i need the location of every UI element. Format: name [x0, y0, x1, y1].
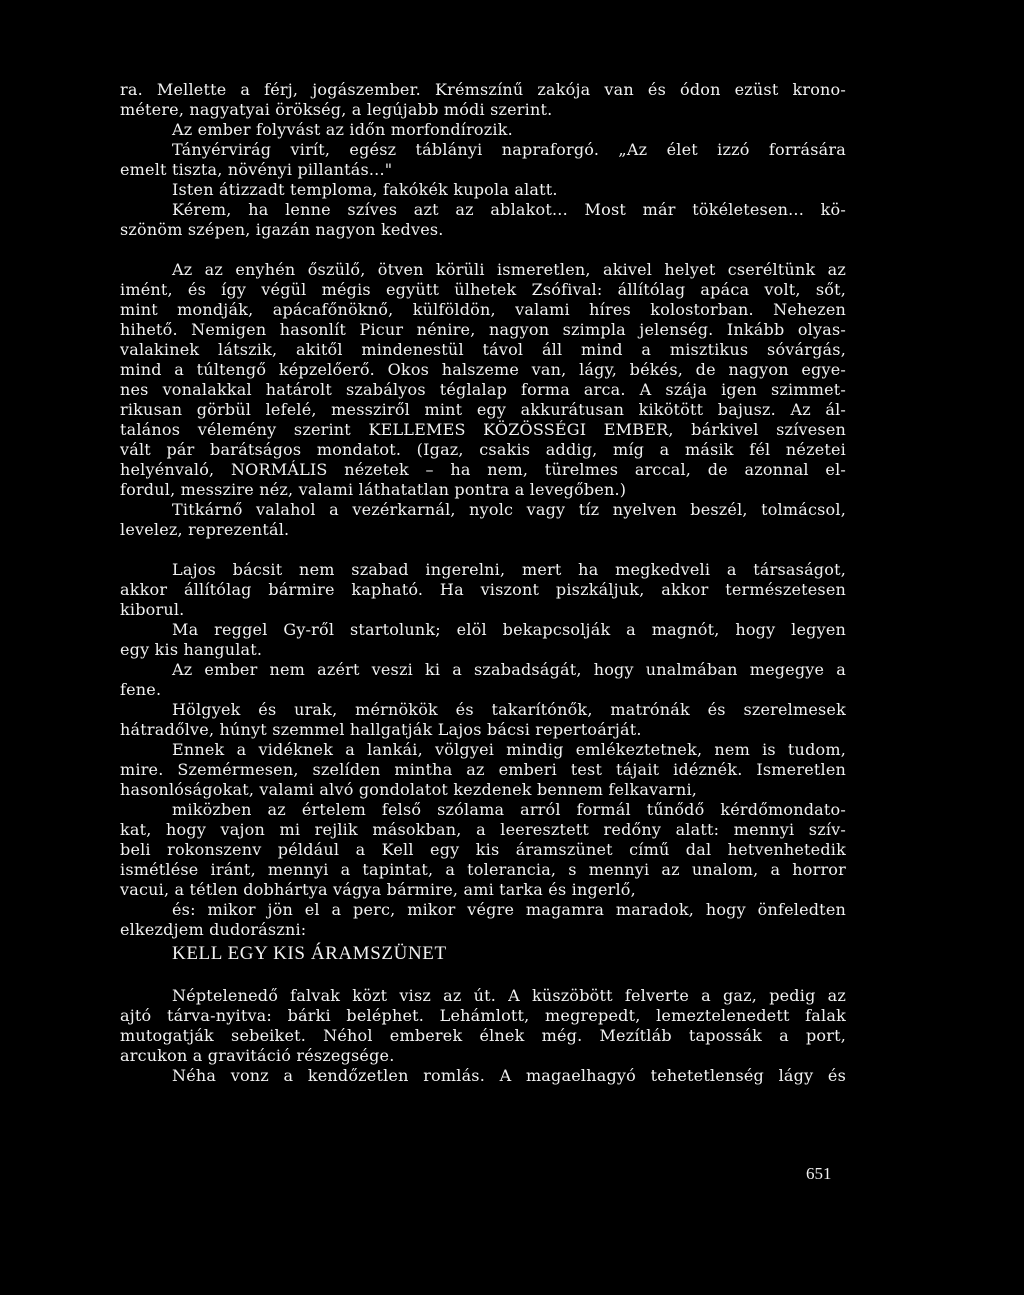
text-line: valakinek látszik, akitől mindenestül távol áll mind a misztikus sóvárgás, [120, 340, 846, 359]
text-line: szönöm szépen, igazán nagyon kedves. [120, 220, 444, 239]
song-title-heading: KELL EGY KIS ÁRAMSZÜNET [172, 943, 447, 964]
text-line: kat, hogy vajon mi rejlik másokban, a leeresztett redőny alatt: mennyi szív- [120, 820, 846, 839]
page-number: 651 [806, 1164, 832, 1183]
text-line: mint mondják, apácafőnöknő, külföldön, valami híres kolostorban. Nehezen [120, 300, 846, 319]
text-line: helyénvaló, NORMÁLIS nézetek – ha nem, türelmes arccal, de azonnal el- [120, 460, 846, 479]
text-line: elkezdjem dudorászni: [120, 920, 307, 939]
text-line: talános vélemény szerint KELLEMES KÖZÖSSÉGI EMBER, bárkivel szívesen [120, 420, 846, 439]
text-line: egy kis hangulat. [120, 640, 263, 659]
text-line: Az ember folyvást az időn morfondírozik. [172, 120, 513, 139]
text-line: Tányérvirág virít, egész táblányi napraforgó. „Az élet izzó forrására [172, 140, 846, 159]
text-line: vált pár barátságos mondatot. (Igaz, csakis addig, míg a másik fél nézetei [120, 440, 846, 459]
text-line: imént, és így végül mégis együtt ülhetek Zsófival: állítólag apáca volt, sőt, [120, 280, 846, 299]
text-line: hátradőlve, húnyt szemmel hallgatják Lajos bácsi repertoárját. [120, 720, 642, 739]
text-line: Az ember nem azért veszi ki a szabadságát, hogy unalmában megegye a [172, 660, 846, 679]
text-line: hihető. Nemigen hasonlít Picur nénire, nagyon szimpla jelenség. Inkább olyas- [120, 320, 846, 339]
text-line: miközben az értelem felső szólama arról formál tűnődő kérdőmondato- [172, 800, 846, 819]
text-line: nes vonalakkal határolt szabályos téglalap forma arca. A szája igen szimmet- [120, 380, 846, 399]
text-line: ra. Mellette a férj, jogászember. Krémszínű zakója van és ódon ezüst krono- [120, 80, 846, 99]
text-line: mire. Szemérmesen, szelíden mintha az emberi test tájait idéznék. Ismeretlen [120, 760, 846, 779]
text-line: mind a túltengő képzelőerő. Okos halszeme van, lágy, békés, de nagyon egye- [120, 360, 846, 379]
text-line: kiborul. [120, 600, 185, 619]
page-text [120, 80, 846, 1086]
text-line: Kérem, ha lenne szíves azt az ablakot... Most már tökéletesen... kö- [172, 200, 846, 219]
text-line: rikusan görbül lefelé, messziről mint egy akkurátusan kikötött bajusz. Az ál- [120, 400, 846, 419]
text-line: arcukon a gravitáció részegsége. [120, 1046, 395, 1065]
text-line: levelez, reprezentál. [120, 520, 290, 539]
text-line: Ma reggel Gy-ről startolunk; elöl bekapcsolják a magnót, hogy legyen [172, 620, 846, 639]
text-line: emelt tiszta, növényi pillantás..." [120, 160, 393, 179]
text-line: Hölgyek és urak, mérnökök és takarítónők, matrónák és szerelmesek [172, 700, 846, 719]
text-line: Titkárnő valahol a vezérkarnál, nyolc vagy tíz nyelven beszél, tolmácsol, [172, 500, 846, 519]
text-line: hasonlóságokat, valami alvó gondolatot kezdenek bennem felkavarni, [120, 780, 698, 799]
paragraph-gap [120, 240, 846, 260]
text-line: Néha vonz a kendőzetlen romlás. A magaelhagyó tehetetlenség lágy és [172, 1066, 846, 1085]
text-line: Lajos bácsit nem szabad ingerelni, mert ha megkedveli a társaságot, [172, 560, 846, 579]
text-line: fene. [120, 680, 162, 699]
text-line: és: mikor jön el a perc, mikor végre magamra maradok, hogy önfeledten [172, 900, 846, 919]
text-line: Ennek a vidéknek a lankái, völgyei mindig emlékeztetnek, nem is tudom, [172, 740, 846, 759]
text-line: Az az enyhén őszülő, ötven körüli ismeretlen, akivel helyet cseréltünk az [172, 260, 846, 279]
text-line: Isten átizzadt temploma, fakókék kupola alatt. [172, 180, 558, 199]
text-line: beli rokonszenv például a Kell egy kis áramszünet című dal hetvenhetedik [120, 840, 846, 859]
text-line: akkor állítólag bármire kapható. Ha viszont piszkáljuk, akkor természetesen [120, 580, 846, 599]
text-line: ajtó tárva-nyitva: bárki beléphet. Lehámlott, megrepedt, lemeztelenedett falak [120, 1006, 846, 1025]
text-line: ismétlése iránt, mennyi a tapintat, a tolerancia, s mennyi az unalom, a horror [120, 860, 846, 879]
paragraph-gap [120, 540, 846, 560]
text-line: métere, nagyatyai örökség, a legújabb módi szerint. [120, 100, 553, 119]
text-line: mutogatják sebeiket. Néhol emberek élnek még. Mezítláb tapossák a port, [120, 1026, 846, 1045]
paragraph-gap [120, 966, 846, 986]
text-line: Néptelenedő falvak közt visz az út. A küszöbött felverte a gaz, pedig az [172, 986, 846, 1005]
text-line: vacui, a tétlen dobhártya vágya bármire, ami tarka és ingerlő, [120, 880, 636, 899]
text-line: fordul, messzire néz, valami láthatatlan pontra a levegőben.) [120, 480, 627, 499]
